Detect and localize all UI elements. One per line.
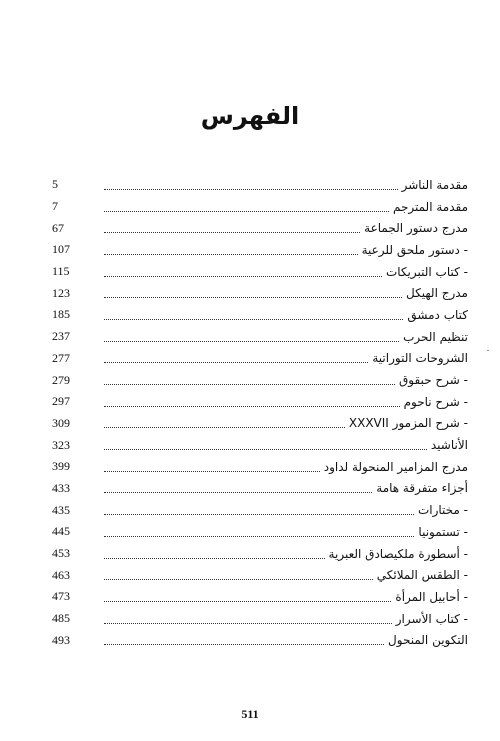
dot-leader <box>104 426 345 428</box>
toc-entry-title: أجزاء متفرقة هامة <box>376 481 468 496</box>
toc-subentry <box>52 391 468 413</box>
toc-entry-title: - شرح حبقوق <box>399 373 468 388</box>
toc-page-number: 115 <box>52 264 70 279</box>
dot-leader <box>104 253 358 255</box>
dot-leader <box>104 535 414 537</box>
toc-subentry <box>52 521 468 543</box>
toc-entry <box>52 326 468 348</box>
dot-leader <box>104 231 360 233</box>
dot-leader <box>104 188 398 190</box>
toc-entry-title: تنظيم الحرب <box>403 329 468 344</box>
toc-page-number: 297 <box>52 394 70 409</box>
toc-page-number: 7 <box>52 199 58 214</box>
dot-leader <box>104 383 395 385</box>
dot-leader <box>104 600 391 602</box>
toc-entry <box>52 456 468 478</box>
toc-page-number: 453 <box>52 546 70 561</box>
toc-page-number: 237 <box>52 329 70 344</box>
toc-entry <box>52 478 468 500</box>
toc-page-number: 399 <box>52 459 70 474</box>
toc-entry <box>52 434 468 456</box>
dot-leader <box>104 340 399 342</box>
dot-leader <box>104 210 389 212</box>
dot-leader <box>104 448 427 450</box>
dot-leader <box>104 318 403 320</box>
toc-page-number: 473 <box>52 589 70 604</box>
toc-page-number: 435 <box>52 502 70 517</box>
dot-leader <box>104 405 400 407</box>
page-number-footer: 511 <box>241 707 259 721</box>
toc-entry-title: مدرج دستور الجماعة <box>364 221 468 236</box>
toc-page-number: 67 <box>52 220 64 235</box>
dot-leader <box>104 622 392 624</box>
toc-entry-title: مقدمة المترجم <box>392 199 468 214</box>
toc-page-number: 123 <box>52 285 70 300</box>
toc-page-number: 309 <box>52 415 70 430</box>
toc-entry-title: مدرج الهيكل <box>406 286 468 301</box>
toc-page-number: 107 <box>52 242 70 257</box>
dot-leader <box>104 643 384 645</box>
toc-subentry <box>52 564 468 586</box>
toc-entry <box>52 629 468 651</box>
dot-leader <box>104 296 402 298</box>
toc-entry-title: - كتاب التبريكات <box>385 264 468 279</box>
toc-entry-title: - مختارات <box>417 503 468 518</box>
toc-subentry <box>52 543 468 565</box>
toc-subentry <box>52 586 468 608</box>
toc-entry-title: مقدمة الناشر <box>401 177 468 192</box>
toc-page-number: 493 <box>52 632 70 647</box>
dot-leader <box>104 275 382 277</box>
toc-entry-title: الشروحات التوراتية <box>372 351 468 366</box>
toc-subentry <box>52 608 468 630</box>
toc-subentry <box>52 499 468 521</box>
toc-entry <box>52 304 468 326</box>
toc-entry-title: الأناشيد <box>430 438 468 453</box>
toc-page-number: 445 <box>52 524 70 539</box>
page-title: الفهرس <box>200 102 300 130</box>
toc-entry <box>52 282 468 304</box>
toc-entry-title: - تستمونيا <box>418 524 468 539</box>
toc-entry-title: - الطقس الملائكي <box>376 568 468 583</box>
toc-entry <box>52 217 468 239</box>
dot-leader <box>104 557 325 559</box>
toc-page-number: 277 <box>52 350 70 365</box>
toc-page-number: 185 <box>52 307 70 322</box>
toc-entry <box>52 174 468 196</box>
toc-entry-title: - شرح المزمور XXXVII <box>348 416 468 431</box>
toc-subentry <box>52 239 468 261</box>
toc-entry <box>52 348 468 370</box>
toc-entry-title: - أسطورة ملكيصادق العبرية <box>328 546 468 561</box>
toc-entry-title: - دستور ملحق للرعية <box>361 242 468 257</box>
dot-leader <box>104 361 368 363</box>
table-of-contents <box>52 174 468 651</box>
toc-page-number: 463 <box>52 567 70 582</box>
toc-page-number: 5 <box>52 177 58 192</box>
toc-page-number: 485 <box>52 611 70 626</box>
toc-entry-title: - أحابيل المرأة <box>395 589 468 604</box>
toc-entry-title: - كتاب الأسرار <box>395 611 468 626</box>
toc-entry-title: - شرح ناحوم <box>403 394 468 409</box>
dot-leader <box>104 470 320 472</box>
dot-leader <box>104 491 372 493</box>
toc-entry-title: التكوين المنحول <box>388 633 468 648</box>
toc-entry-title: كتاب دمشق <box>407 307 468 322</box>
toc-subentry <box>52 369 468 391</box>
toc-subentry <box>52 413 468 435</box>
dot-leader <box>104 513 414 515</box>
toc-entry <box>52 196 468 218</box>
toc-subentry <box>52 261 468 283</box>
toc-page-number: 433 <box>52 480 70 495</box>
toc-page-number: 279 <box>52 372 70 387</box>
dot-leader <box>104 578 373 580</box>
toc-page-number: 323 <box>52 437 70 452</box>
margin-speck <box>487 350 489 351</box>
toc-entry-title: مدرج المزامير المنحولة لداود <box>323 459 468 474</box>
